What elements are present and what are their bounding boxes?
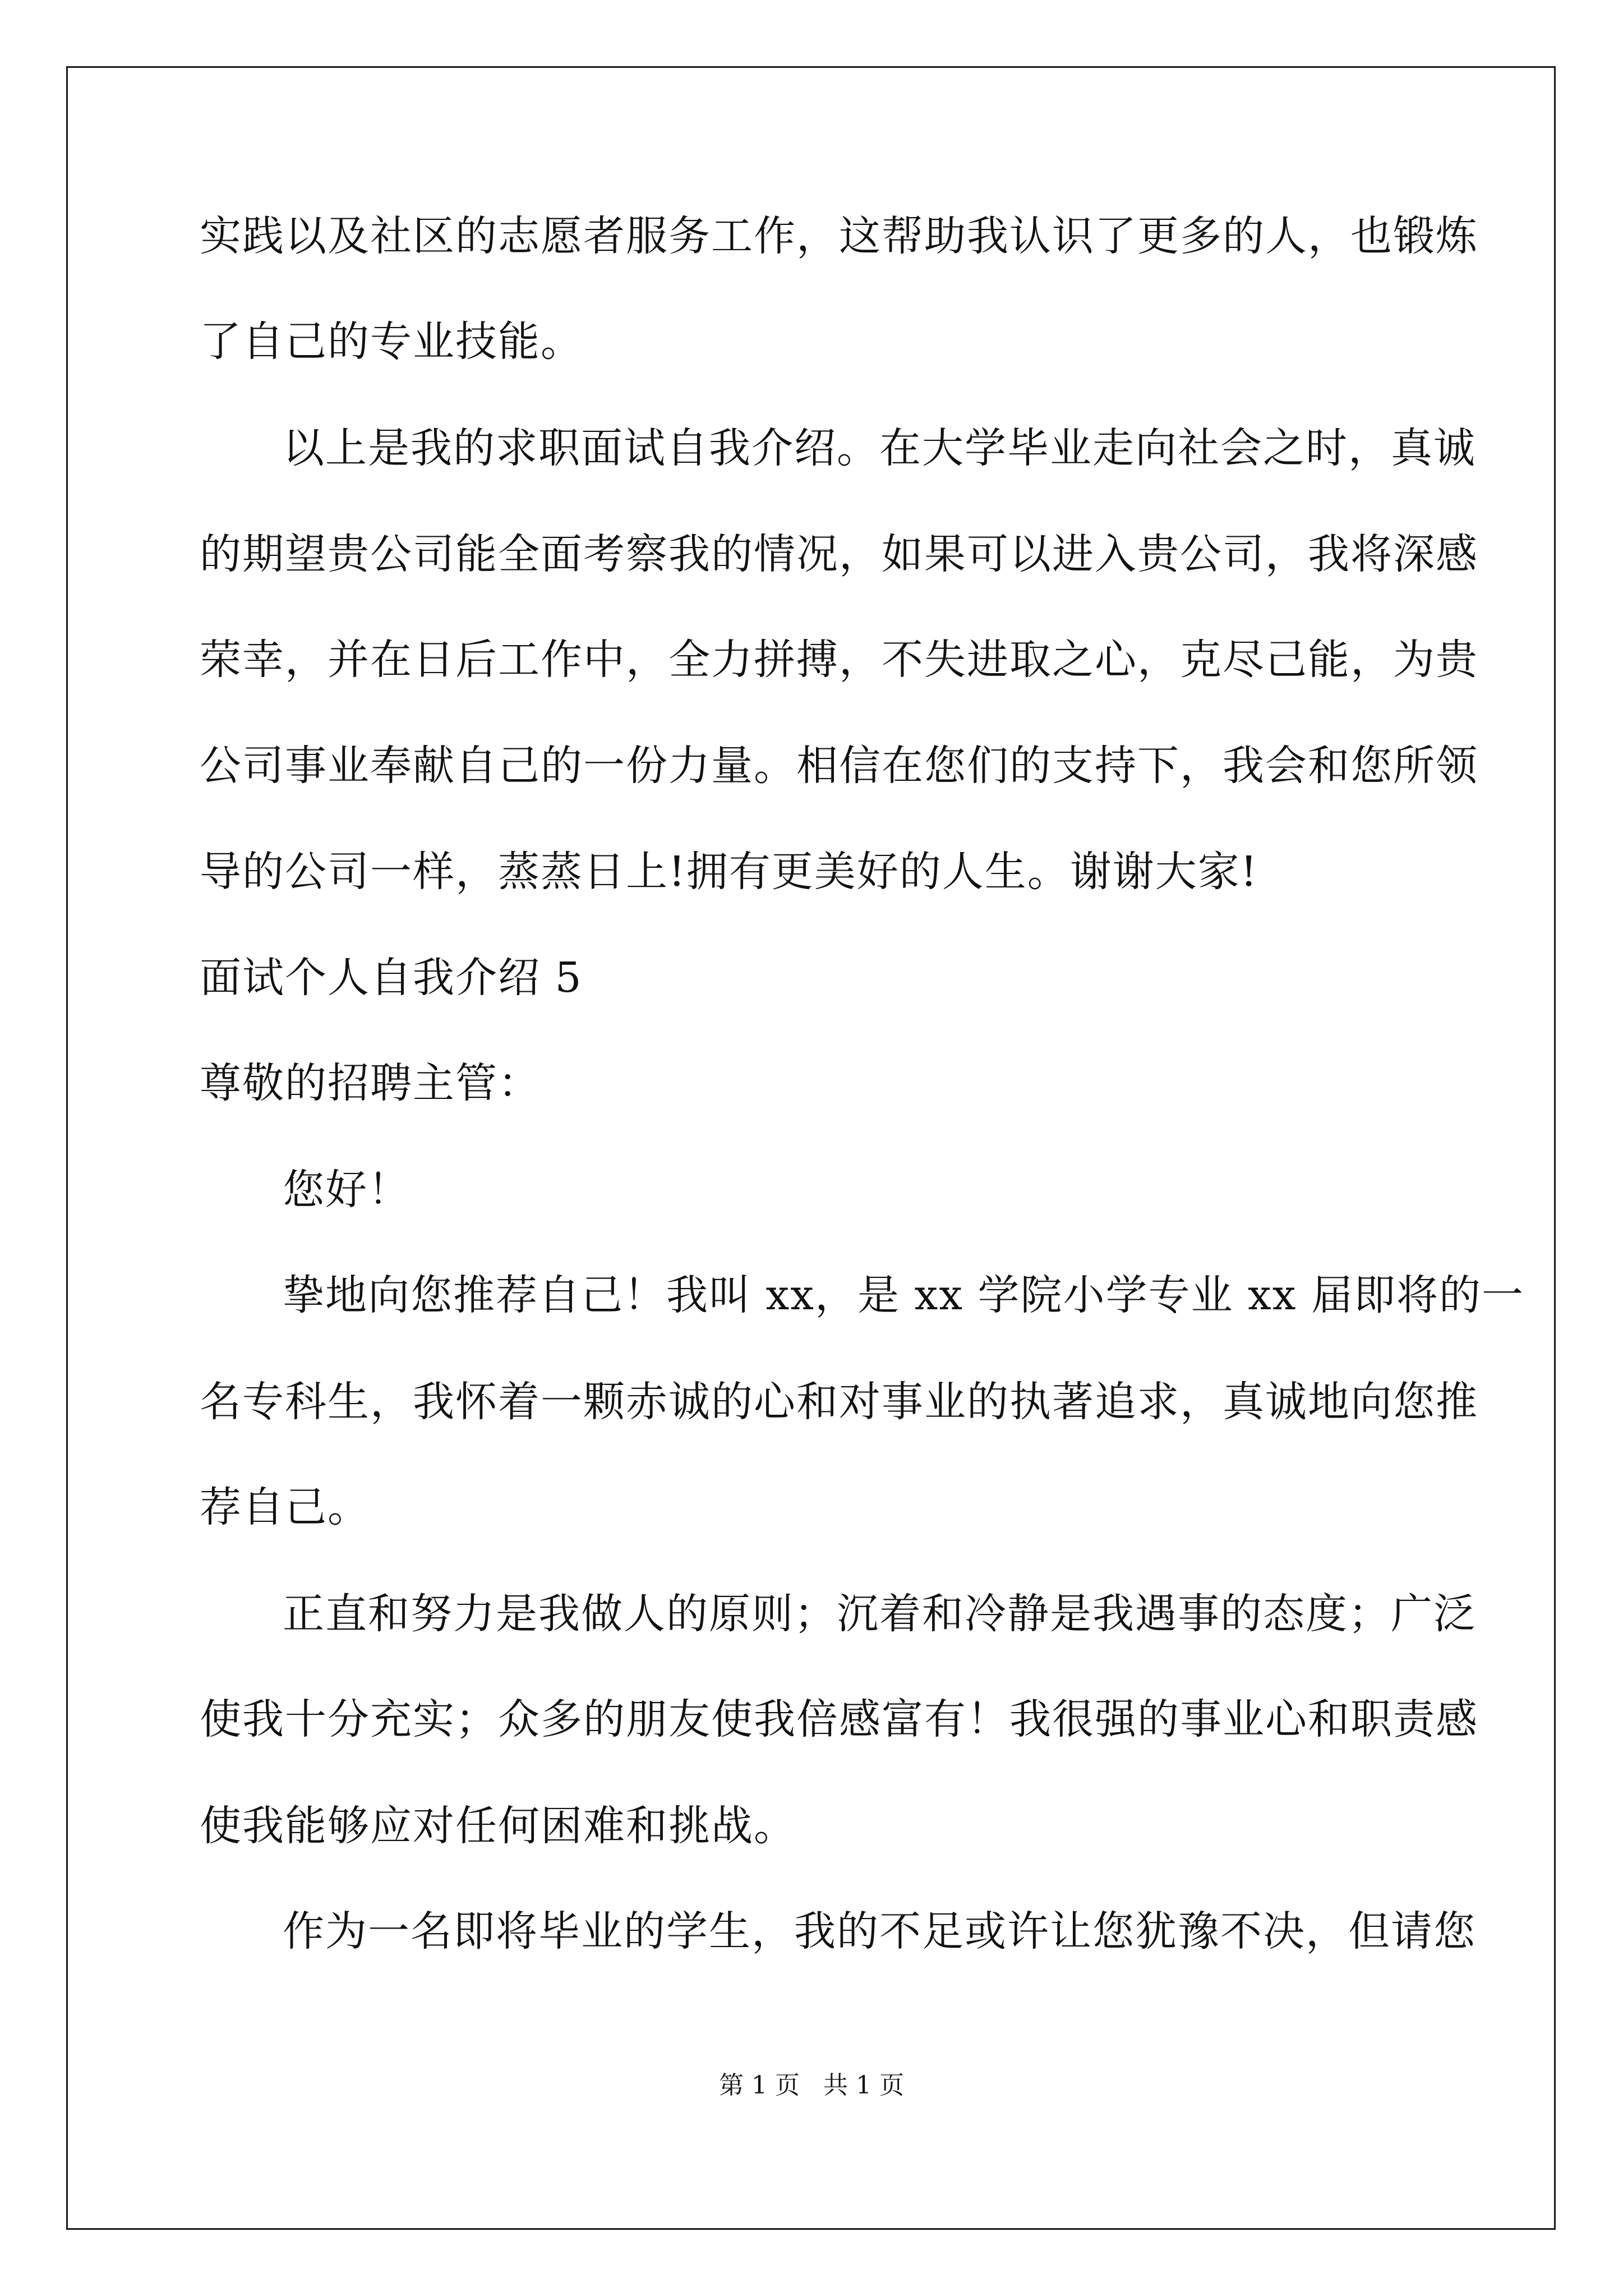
page-number-footer: 第 1 页 共 1 页 (719, 2071, 904, 2100)
text-line: 使我能够应对任何困难和挑战。 (200, 1802, 796, 1850)
text-line: 实践以及社区的志愿者服务工作，这帮助我认识了更多的人，也锻炼 (200, 212, 1478, 260)
text-line: 使我十分充实；众多的朋友使我倍感富有！我很强的事业心和职责感 (200, 1695, 1478, 1743)
text-line: 作为一名即将毕业的学生，我的不足或许让您犹豫不决，但请您 (283, 1907, 1476, 1955)
text-line: 正直和努力是我做人的原则；沉着和冷静是我遇事的态度；广泛 (283, 1590, 1476, 1638)
text-line: 了自己的专业技能。 (200, 318, 583, 366)
text-line: 荣幸，并在日后工作中，全力拼搏，不失进取之心，克尽己能，为贵 (200, 636, 1478, 684)
text-line: 公司事业奉献自己的一份力量。相信在您们的支持下，我会和您所领 (200, 742, 1478, 790)
text-line: 挚地向您推荐自己！我叫 xx，是 xx 学院小学专业 xx 届即将的一 (283, 1271, 1525, 1319)
text-line: 荐自己。 (200, 1483, 370, 1531)
text-line: 名专科生，我怀着一颗赤诚的心和对事业的执著追求，真诚地向您推 (200, 1378, 1478, 1426)
salutation: 尊敬的招聘主管： (200, 1059, 541, 1107)
text-line: 导的公司一样，蒸蒸日上!拥有更美好的人生。谢谢大家! (200, 848, 1258, 896)
greeting: 您好！ (283, 1166, 411, 1214)
section-heading: 面试个人自我介绍 5 (200, 954, 583, 1002)
text-line: 以上是我的求职面试自我介绍。在大学毕业走向社会之时，真诚 (283, 424, 1476, 472)
text-line: 的期望贵公司能全面考察我的情况，如果可以进入贵公司，我将深感 (200, 530, 1478, 578)
